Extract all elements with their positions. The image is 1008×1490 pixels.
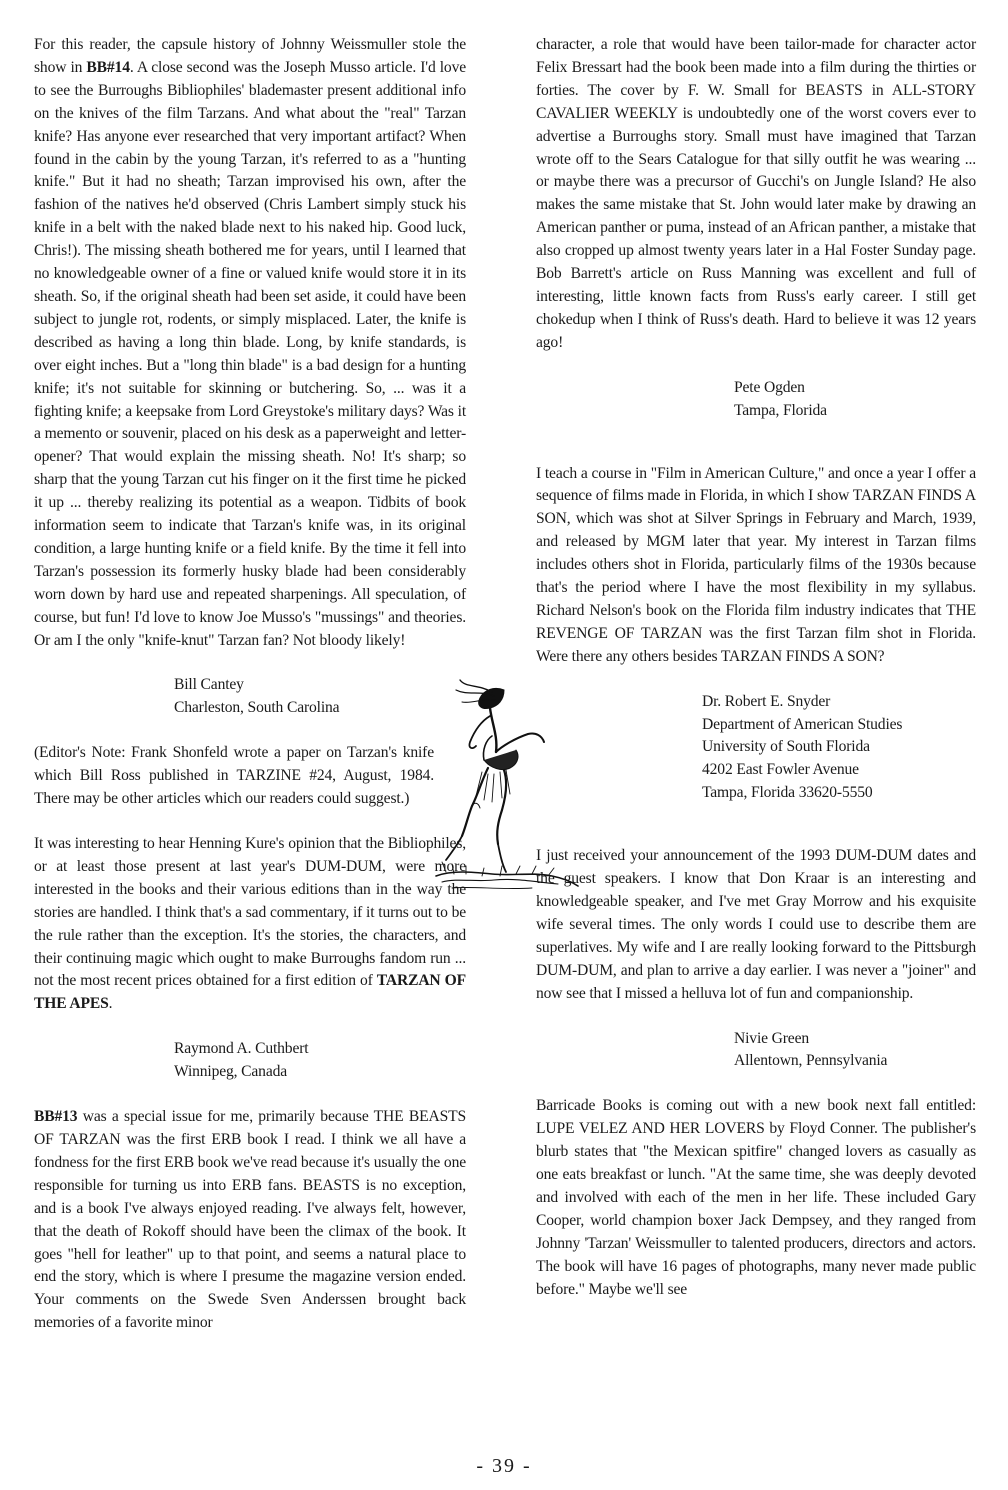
- signature-department: Department of American Studies: [702, 715, 903, 733]
- signature-university: University of South Florida: [702, 738, 870, 756]
- signature-ogden: [536, 377, 976, 423]
- signature-location: Allentown, Pennsylvania: [734, 1052, 888, 1070]
- bold-text: TARZAN OF THE APES: [34, 972, 466, 1013]
- signature-location: Tampa, Florida: [734, 401, 827, 419]
- text-run: It was interesting to hear Henning Kure's opinion that the Bibliophiles, or at least those present at last year's DUM-DUM, were more interested in the books and their various editions than in the way the stories are handled. I think that's a sad commentary, if it turns out to be the rule rather than the exception. It's the stories, the characters, and their continuing magic which ought to make Burroughs fandom run ... not the most recent prices obtained for a first edition of: [34, 835, 466, 990]
- signature-cantey: [34, 674, 466, 720]
- bold-text: BB#14: [86, 58, 130, 76]
- signature-snyder: [536, 691, 976, 806]
- letter-cuthbert-body: [34, 833, 466, 1016]
- signature-name: Dr. Robert E. Snyder: [702, 692, 831, 710]
- signature-city: Tampa, Florida 33620-5550: [702, 784, 873, 802]
- signature-street: 4202 East Fowler Avenue: [702, 761, 859, 779]
- editor-note: (Editor's Note: Frank Shonfeld wrote a paper on Tarzan's knife which Bill Ross published in TARZINE #24, August, 1984. There may be other articles which our readers could suggest.): [34, 744, 434, 808]
- page-number: - 39 -: [476, 1455, 532, 1477]
- left-column: [34, 34, 466, 1335]
- signature-location: Charleston, South Carolina: [174, 699, 340, 717]
- signature-green: [536, 1028, 976, 1074]
- letter-ogden-body-end: character, a role that would have been tailor-made for character actor Felix Bressart had the book been made into a film during the thirties or forties. The cover by F. W. Small for BEASTS in ALL-STORY CAVALIER WEEKLY is undoubtedly one of the worst covers ever to advertise a Burroughs story. Small must have imagined that Tarzan wrote off to the Sears Catalogue for that silly outfit he was wearing ... or maybe there was a precursor of Gucchi's on Jungle Island? He also makes the same mistake that St. John would later make by drawing an American panther or puma, instead of an African panther, a mistake that also cropped up almost twenty years later in a Hal Foster Sunday page. Bob Barrett's article on Russ Manning was excellent and full of interesting, little known facts from Russ's early career. I still get chokedup when I think of Russ's death. Hard to believe it was 12 years ago!: [536, 36, 976, 351]
- letter-ogden-body-start: [34, 1106, 466, 1335]
- signature-name: Nivie Green: [734, 1029, 809, 1047]
- text-run: For this reader, the capsule history of Johnny Weissmuller stole the show in: [34, 36, 466, 76]
- text-run: was a special issue for me, primarily because THE BEASTS OF TARZAN was the first ERB book I read. I think we all have a fondness for the first ERB book we've read because it's usually the one responsible for turning us into ERB fans. BEASTS is no exception, and is a book I've always enjoyed reading. I've always felt, however, that the death of Rokoff should have been the climax of the book. It goes "hell for leather" up to that point, and seems a natural place to end the story, which is where I presume the magazine version ended. Your comments on the Swede Sven Anderssen brought back memories of a favorite minor: [34, 1108, 466, 1332]
- tarzan-figure-illustration: [432, 676, 582, 896]
- letter-cantey-body: [34, 34, 466, 652]
- right-column: [536, 34, 976, 1302]
- letter-snyder-body: I teach a course in "Film in American Culture," and once a year I offer a sequence of films made in Florida, in which I show TARZAN FINDS A SON, which was shot at Silver Springs in February and March, 1939, and released by MGM later that year. My interest in Tarzan films includes others shot in Florida, particularly films of the 1930s because that's the period where I have the most flexibility in my syllabus. Richard Nelson's book on the Florida film industry indicates that THE REVENGE OF TARZAN was the first Tarzan film shot in Florida. Were there any others besides TARZAN FINDS A SON?: [536, 464, 976, 665]
- bold-text: BB#13: [34, 1108, 78, 1126]
- signature-name: Pete Ogden: [734, 378, 805, 396]
- text-run: .: [108, 995, 113, 1013]
- text-run: . A close second was the Joseph Musso article. I'd love to see the Burroughs Bibliophiles' blademaster present additional info on the knives of the film Tarzans. And what about the "real" Tarzan knife? Has anyone ever researched that very important artifact? When found in the cabin by the young Tarzan, it's referred to as a "hunting knife." But it had no sheath; Tarzan improvised his own, after the fashion of the natives he'd observed (Chris Lambert simply stuck his knife in a belt with the naked blade next to his naked hip. Good luck, Chris!). The missing sheath bothered me for years, until I learned that no knowledgeable owner of a fine or valued knife would store it in its sheath. So, if the original sheath had been set aside, it could have been subject to jungle rot, rodents, or simply misplaced. Later, the knife is described as having a long thin blade. Long, by knife standards, is over eight inches. But a "long thin blade" is a bad design for a hunting knife; it's not suitable for skinning or butchering. So, ... was it a fighting knife; a keepsake from Lord Greystoke's military days? Was it a memento or souvenir, placed on his desk as a paperweight and letter-opener? That would explain the missing sheath. No! It's sharp; so sharp that the young Tarzan cut his finger on it the first time he picked it up ... thereby realizing its potential as a weapon. Tidbits of book information seem to indicate that Tarzan's knife was, in its original condition, a large hunting knife or a field knife. By the time it fell into Tarzan's possession its formerly husky blade had been considerably worn down by hard use and repeated sharpenings. All speculation, of course, but fun! I'd love to know Joe Musso's "mussings" and theories. Or am I the only "knife-knut" Tarzan fan? Not bloody likely!: [34, 58, 466, 649]
- signature-location: Winnipeg, Canada: [174, 1063, 288, 1081]
- signature-cuthbert: [34, 1038, 466, 1084]
- letter-barricade-body-start: Barricade Books is coming out with a new book next fall entitled: LUPE VELEZ AND HER LOVERS by Floyd Conner. The publisher's blurb states that "the Mexican spitfire" changed lovers as casually as one eats breakfast or lunch. "At the same time, she was deeply devoted and involved with each of the men in her life. These included Gary Cooper, world champion boxer Jack Dempsey, and they ranged from Johnny 'Tarzan' Weissmuller to talented producers, directors and actors. The book will have 16 pages of photographs, many never made public before." Maybe we'll see: [536, 1097, 976, 1298]
- signature-name: Raymond A. Cuthbert: [174, 1040, 309, 1058]
- letter-green-body: I just received your announcement of the 1993 DUM-DUM dates and the guest speakers. I know that Don Kraar is an interesting and knowledgeable speaker, and I've met Gray Morrow and his exquisite wife several times. The only words I could use to describe them are superlatives. My wife and I are really looking forward to the Pittsburgh DUM-DUM, and plan to arrive a day earlier. I was never a "joiner" and now see that I missed a helluva lot of fun and companionship.: [536, 847, 976, 1002]
- signature-name: Bill Cantey: [174, 676, 244, 694]
